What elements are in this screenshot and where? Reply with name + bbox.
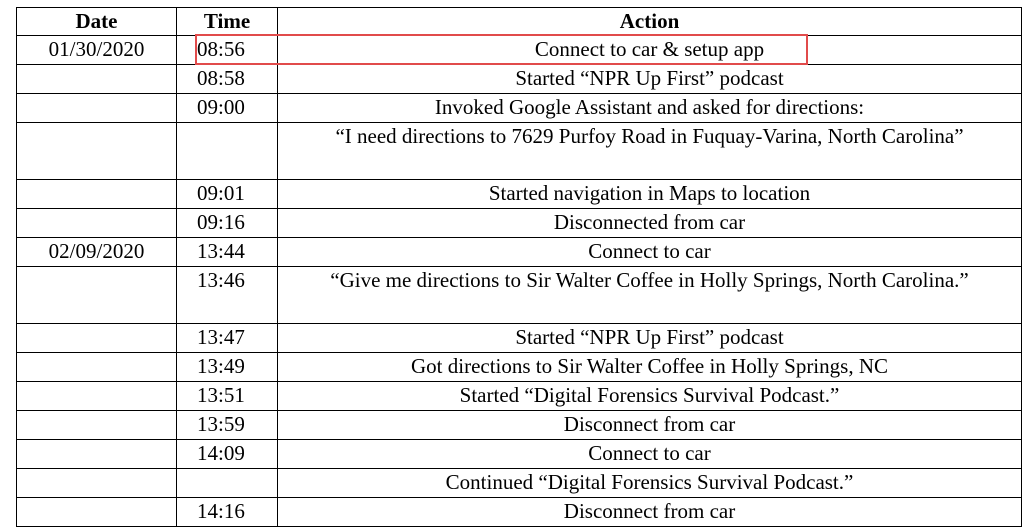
header-date: Date [17,8,177,36]
date-cell [17,267,177,324]
header-action: Action [278,8,1022,36]
table-row [17,65,1022,94]
date-cell [17,123,177,180]
time-cell: 08:56 [177,36,278,65]
table-row [17,440,1022,469]
action-cell: Disconnected from car [278,209,1022,238]
time-cell: 13:49 [177,353,278,382]
action-cell: Started navigation in Maps to location [278,180,1022,209]
table-row [17,469,1022,498]
table-row [17,353,1022,382]
action-cell: Disconnect from car [278,411,1022,440]
date-cell [17,498,177,527]
action-cell: “I need directions to 7629 Purfoy Road in Fuquay-Varina, North Carolina” [278,123,1022,180]
time-cell: 13:46 [177,267,278,324]
table-row [17,94,1022,123]
action-cell: Got directions to Sir Walter Coffee in Holly Springs, NC [278,353,1022,382]
date-cell [17,65,177,94]
action-cell: Invoked Google Assistant and asked for directions: [278,94,1022,123]
date-cell [17,94,177,123]
timeline-table [16,7,1022,527]
date-cell [17,411,177,440]
date-cell [17,382,177,411]
date-cell: 01/30/2020 [17,36,177,65]
table-row [17,36,1022,65]
table-row [17,382,1022,411]
time-cell: 13:47 [177,324,278,353]
date-cell [17,353,177,382]
action-cell: Started “NPR Up First” podcast [278,65,1022,94]
time-cell [177,469,278,498]
action-cell: Started “NPR Up First” podcast [278,324,1022,353]
action-cell: Continued “Digital Forensics Survival Podcast.” [278,469,1022,498]
date-cell [17,469,177,498]
time-cell: 09:01 [177,180,278,209]
time-cell: 13:51 [177,382,278,411]
time-cell [177,123,278,180]
action-cell: Disconnect from car [278,498,1022,527]
time-cell: 09:00 [177,94,278,123]
table-row [17,238,1022,267]
date-cell: 02/09/2020 [17,238,177,267]
action-cell: Connect to car & setup app [278,36,1022,65]
header-row [17,8,1022,36]
table-row [17,180,1022,209]
table-row [17,267,1022,324]
action-cell: Connect to car [278,238,1022,267]
table-row [17,411,1022,440]
action-cell: Started “Digital Forensics Survival Podcast.” [278,382,1022,411]
table-row [17,324,1022,353]
time-cell: 09:16 [177,209,278,238]
time-cell: 14:16 [177,498,278,527]
table-row [17,123,1022,180]
header-time: Time [177,8,278,36]
action-cell: Connect to car [278,440,1022,469]
table-row [17,209,1022,238]
time-cell: 08:58 [177,65,278,94]
date-cell [17,180,177,209]
date-cell [17,440,177,469]
time-cell: 13:44 [177,238,278,267]
time-cell: 14:09 [177,440,278,469]
date-cell [17,324,177,353]
action-cell: “Give me directions to Sir Walter Coffee in Holly Springs, North Carolina.” [278,267,1022,324]
table-row [17,498,1022,527]
date-cell [17,209,177,238]
time-cell: 13:59 [177,411,278,440]
